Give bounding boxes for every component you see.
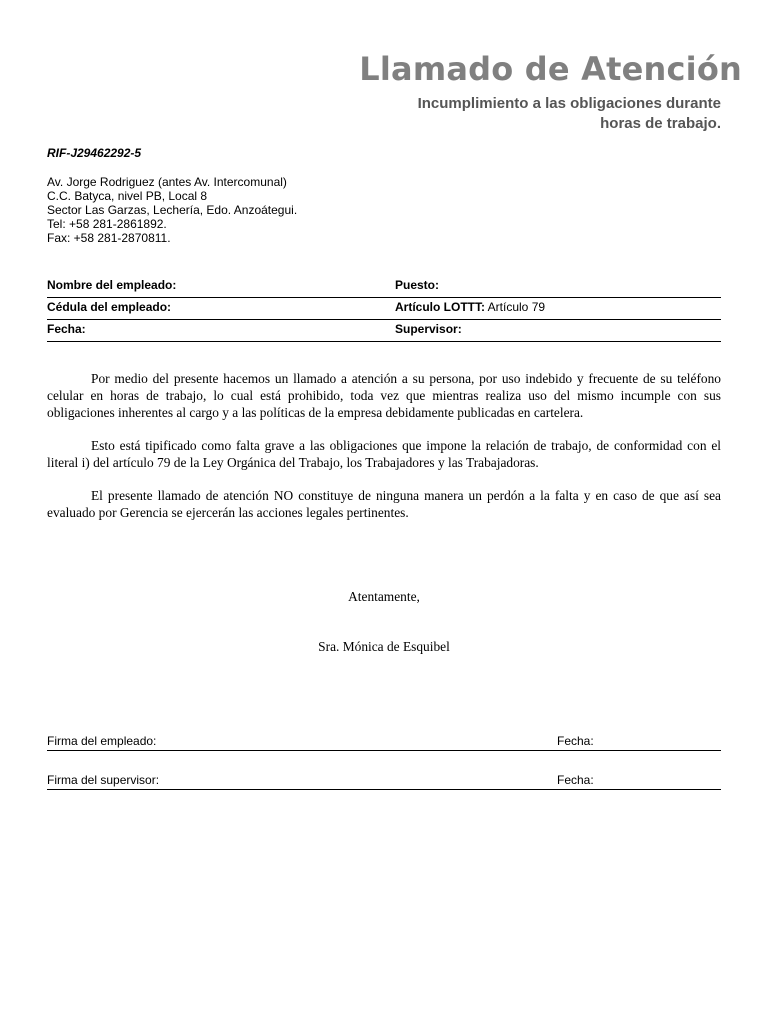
article-field [395, 300, 545, 314]
employee-name-label: Nombre del empleado: [47, 278, 177, 292]
date-label: Fecha: [47, 322, 86, 336]
employee-signature-line [47, 732, 721, 751]
employee-signature-date-label: Fecha: [557, 734, 594, 748]
info-row-id [47, 298, 721, 320]
body-paragraph: El presente llamado de atención NO constituye de ninguna manera un perdón a la falta y en caso de que así sea evaluado por Gerencia se ejercerán las acciones legales pertinentes. [47, 488, 721, 520]
document-subtitle [321, 94, 721, 134]
address-line: Sector Las Garzas, Lechería, Edo. Anzoátegui. [47, 203, 298, 217]
fax-line: Fax: +58 281-2870811. [47, 231, 171, 245]
body-paragraph: Por medio del presente hacemos un llamado a atención a su persona, por uso indebido y frecuente de su teléfono celular en horas de trabajo, lo cual está prohibido, toda vez que mientras realiza uso del mismo incumple con sus obligaciones inherentes al cargo y a las políticas de la empresa debidamente publicadas en cartelera. [47, 371, 721, 420]
address-line: Av. Jorge Rodriguez (antes Av. Intercomunal) [47, 175, 287, 189]
supervisor-signature-line [47, 771, 721, 790]
position-label: Puesto: [395, 278, 440, 292]
phone-line: Tel: +58 281-2861892. [47, 217, 167, 231]
employee-id-label: Cédula del empleado: [47, 300, 172, 314]
letter-body [47, 370, 721, 537]
supervisor-signature-date-label: Fecha: [557, 773, 594, 787]
address-line: C.C. Batyca, nivel PB, Local 8 [47, 189, 208, 203]
signer-name: Sra. Mónica de Esquibel [318, 639, 450, 654]
body-paragraph: Esto está tipificado como falta grave a las obligaciones que impone la relación de trabajo, de conformidad con el literal i) del artículo 79 de la Ley Orgánica del Trabajo, los Trabajadores y las Trabajadoras. [47, 438, 721, 470]
employee-info-table [47, 276, 721, 342]
subtitle-line-1: Incumplimiento a las obligaciones durante [417, 95, 721, 112]
document-title: Llamado de Atención [359, 50, 742, 88]
subtitle-line-2: horas de trabajo. [600, 115, 721, 132]
info-row-name [47, 276, 721, 298]
closing-salutation: Atentamente, [348, 589, 420, 604]
supervisor-label: Supervisor: [395, 322, 462, 336]
article-value: Artículo 79 [485, 300, 546, 314]
employee-signature-label: Firma del empleado: [47, 734, 157, 748]
info-row-date [47, 320, 721, 342]
company-address [47, 175, 297, 245]
company-rif: RIF-J29462292-5 [47, 146, 142, 160]
supervisor-signature-label: Firma del supervisor: [47, 773, 160, 787]
article-label: Artículo LOTTT: [395, 300, 485, 314]
